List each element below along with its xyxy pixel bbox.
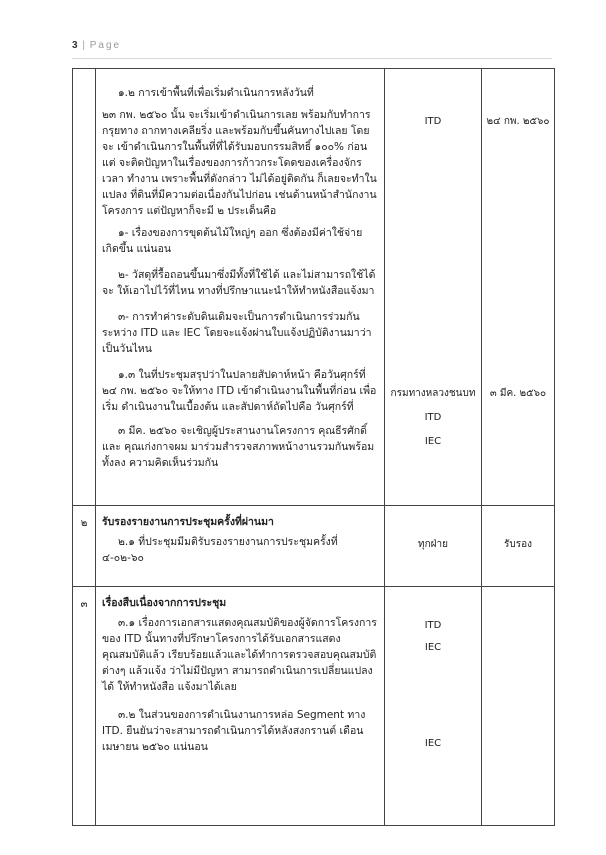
row-number-label: ๒ xyxy=(80,518,88,529)
paragraph: ๒๓ กพ. ๒๕๖๐ นั้น จะเริ่มเข้าดำเนินการเลย พร้อมกับทำการ กรุยทาง ถากทางเคลียริ่ง และพร้อมกับขึ้นคันทางไปเลย โดยจะ เข้าดำเนินการในพื้นที่ที่ได้รับมอบกรรมสิทธิ์ ๑๐๐% ก่อน แต่ จะติดปัญหาในเรื่องของการก้าวกระโดดของเครื่องจักรเวลา ทำงาน เพราะพื้นที่ดังกล่าว ไม่ได้อยู่ติดกัน ก็เลยจะทำในแปลง ที่ดินที่มีความต่อเนื่องกันไปก่อน เช่นด้านหน้าสำนักงาน โครงการ แต่ปัญหาก็จะมี ๒ ประเด็นคือ xyxy=(102,109,377,217)
page-number: 3 xyxy=(72,40,78,51)
due-cell xyxy=(482,506,555,587)
section-title: รับรองรายงานการประชุมครั้งที่ผ่านมา xyxy=(102,516,274,528)
due-date: ๓ มีค. ๒๕๖๐ xyxy=(489,388,547,399)
header-separator: | xyxy=(82,40,85,51)
row-body xyxy=(96,506,385,587)
page-header xyxy=(72,40,552,59)
paragraph: ๑.๓ ในที่ประชุมสรุปว่าในปลายสัปดาห์หน้า คือวันศุกร์ที่ ๒๔ กพ. ๒๕๖๐ จะให้ทาง ITD เข้าดำเนินงานในพื้นที่ก่อน เพื่อเริ่ม ดำเนินงานในเบื้องต้น และสัปดาห์ถัดไปคือ วันศุกร์ที่ xyxy=(102,369,377,413)
paragraph: ๓.๒ ในส่วนของการดำเนินงานการหล่อ Segment ทาง ITD. ยืนยันว่าจะสามารถดำเนินการได้หลังสงกรานต์ เดือนเมษายน ๒๕๖๐ แน่นอน xyxy=(102,709,366,753)
paragraph: ๓- การทำค่าระดับดินเดิมจะเป็นการดำเนินการร่วมกันระหว่าง ITD และ IEC โดยจะแจ้งผ่านใบแจ้งปฏิบัติงานมาว่าเป็นวันไหน xyxy=(102,311,372,355)
row-number-label: ๓ xyxy=(80,599,88,610)
paragraph: ๓.๑ เรื่องการเอกสารแสดงคุณสมบัติของผู้จัดการโครงการของ ITD นั้นทางที่ปรึกษาโครงการได้รับเอกสารแสดงคุณสมบัติแล้ว เรียบร้อยแล้วและได้ทำการตรวจสอบคุณสมบัติต่างๆ แล้วแจ้ง ว่าไม่มีปัญหา สามารถดำเนินการเปลี่ยนแปลงได้ ให้ทำหนังสือ แจ้งมาได้เลย xyxy=(102,617,377,693)
responsible-party: ITD xyxy=(424,620,442,631)
page-word: Page xyxy=(89,40,122,51)
responsible-party: ITD xyxy=(424,412,442,423)
table-row xyxy=(73,587,555,826)
row-number xyxy=(73,506,96,587)
responsible-party: กรมทางหลวงชนบท xyxy=(390,388,476,399)
table-row xyxy=(73,506,555,587)
responsible-cell xyxy=(385,506,482,587)
minutes-table xyxy=(72,68,555,826)
table-row xyxy=(73,69,555,506)
paragraph: ๑- เรื่องของการขุดต้นไม้ใหญ่ๆ ออก ซึ่งต้องมีค่าใช้จ่ายเกิดขึ้น แน่นอน xyxy=(102,227,363,255)
paragraph: ๒.๑ ที่ประชุมมีมติรับรองรายงานการประชุมครั้งที่ ๔-๐๒-๖๐ xyxy=(102,536,338,564)
row-number xyxy=(73,69,96,506)
responsible-cell xyxy=(385,587,482,826)
row-number xyxy=(73,587,96,826)
due-cell xyxy=(482,69,555,506)
row-body xyxy=(96,587,385,826)
responsible-cell xyxy=(385,69,482,506)
responsible-party: IEC xyxy=(424,642,442,653)
section-title: เรื่องสืบเนื่องจากการประชุม xyxy=(102,597,227,609)
due-date: รับรอง xyxy=(504,539,532,550)
responsible-party: ทุกฝ่าย xyxy=(418,539,448,550)
due-date: ๒๔ กพ. ๒๕๖๐ xyxy=(486,116,550,127)
responsible-party: IEC xyxy=(424,436,442,447)
responsible-party: IEC xyxy=(424,738,442,749)
paragraph: ๑.๒ การเข้าพื้นที่เพื่อเริ่มดำเนินการหลังวันที่ xyxy=(118,87,314,99)
responsible-party: ITD xyxy=(424,116,442,127)
paragraph: ๓ มีค. ๒๕๖๐ จะเชิญผู้ประสานงานโครงการ คุณธีรศักดิ์ และ คุณเก่งกาจผม มาร่วมสำรวจสภาพหน้างานรวมกันพร้อมทั้งลง ความคิดเห็นร่วมกัน xyxy=(102,425,375,469)
row-body xyxy=(96,69,385,506)
paragraph: ๒- วัสดุที่รื้อถอนขึ้นมาซึ่งมีทั้งที่ใช้ได้ และไม่สามารถใช้ได้ จะ ให้เอาไปไว้ที่ไหน ทางที่ปรึกษาแนะนำให้ทำหนังสือแจ้งมา xyxy=(102,269,376,297)
due-cell xyxy=(482,587,555,826)
